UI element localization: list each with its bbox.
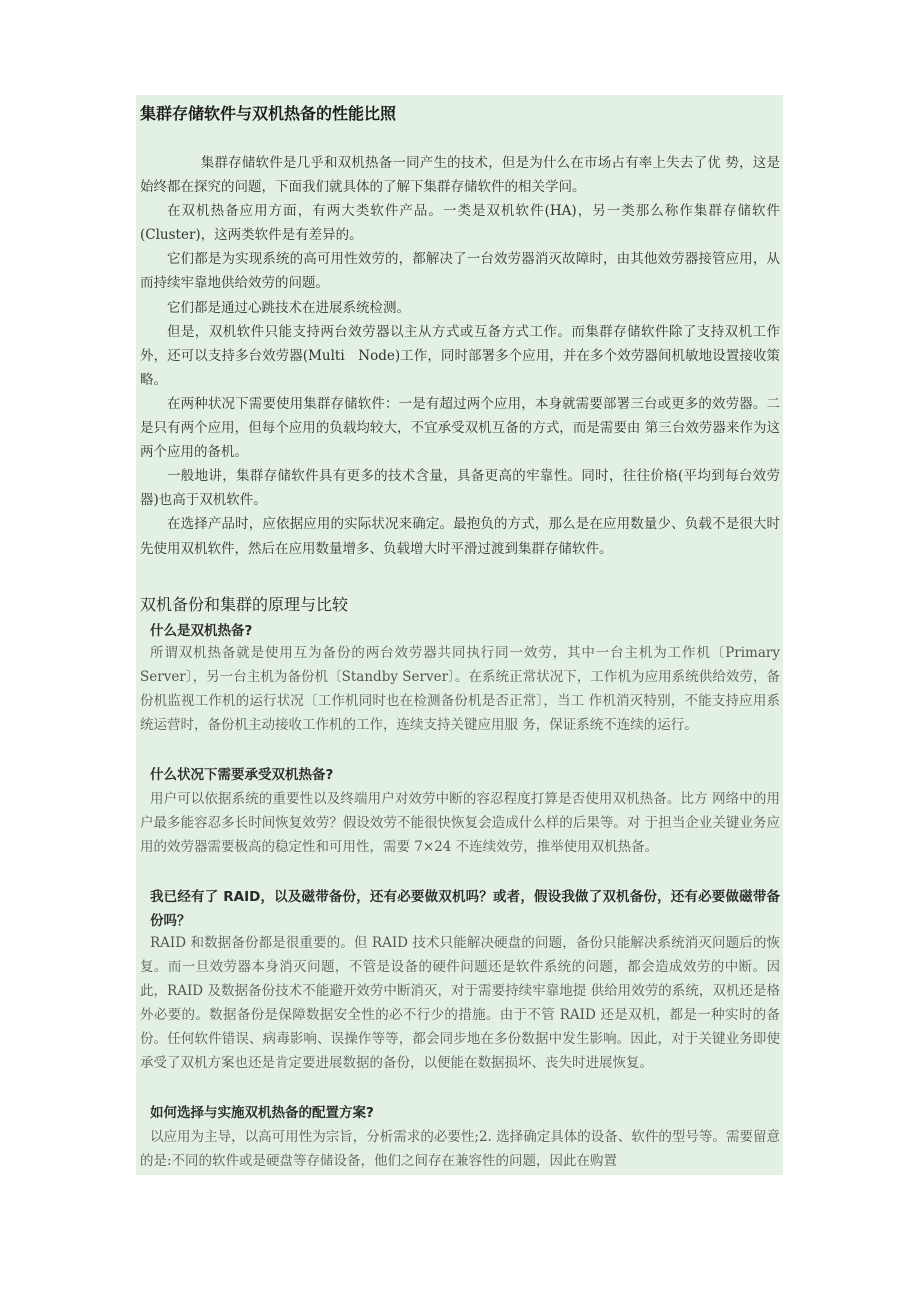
question-heading: 什么状况下需要承受双机热备? xyxy=(150,767,334,783)
paragraph: 在选择产品时，应依据应用的实际状况来确定。最抱负的方式，那么是在应用数量少、负载不是很大时先使用双机软件，然后在应用数量增多、负载增大时平滑过渡到集群存储软件。 xyxy=(140,516,780,557)
paragraph: 但是，双机软件只能支持两台效劳器以主从方式或互备方式工作。而集群存储软件除了支持双机工作外，还可以支持多台效劳器(Multi Node)工作，同时部署多个应用，并在多个效劳器间机敏地设置接收策略。 xyxy=(140,323,780,388)
answer-paragraph: RAID 和数据备份都是很重要的。但 RAID 技术只能解决硬盘的问题，备份只能解决系统消灭问题后的恢复。而一旦效劳器本身消灭问题，不管是设备的硬件问题还是软件系统的问题，都会造成效劳的中断。因此，RAID 及数据备份技术不能避开效劳中断消灭，对于需要持续牢靠地提 供给用效劳的系统，双机还是格外必要的。数据备份是保障数据安全性的必不行少的措施。由于不管 RAID 还是双机，都是一种实时的备份。任何软件错误、病毒影响、误操作等等，都会同步地在多份数据中发生影响。因此，对于关键业务即使承受了双机方案也还是肯定要进展数据的备份，以便能在数据损坏、丧失时进展恢复。 xyxy=(140,935,780,1072)
answer-paragraph: 所谓双机热备就是使用互为备份的两台效劳器共同执行同一效劳，其中一台主机为工作机〔Primary Server〕，另一台主机为备份机〔Standby Server〕。在系统正常状况下，工作机为应用系统供给效劳，备份机监视工作机的运行状况〔工作机同时也在检测备份机是否正常〕，当工 作机消灭特别，不能支持应用系统运营时，备份机主动接收工作机的工作，连续支持关键应用服 务，保证系统不连续的运行。 xyxy=(140,645,780,734)
question-heading: 我已经有了 RAID，以及磁带备份，还有必要做双机吗？或者，假设我做了双机备份，还有必要做磁带备份吗？ xyxy=(150,889,780,930)
paragraph: 在双机热备应用方面，有两大类软件产品。一类是双机软件(HA)，另一类那么称作集群存储软件(Cluster)，这两类软件是有差异的。 xyxy=(140,203,780,244)
question-heading: 如何选择与实施双机热备的配置方案? xyxy=(150,1105,374,1121)
section-title: 双机备份和集群的原理与比较 xyxy=(140,595,349,614)
question-heading: 什么是双机热备? xyxy=(150,623,253,639)
intro-body xyxy=(140,151,780,561)
answer-paragraph: 以应用为主导，以高可用性为宗旨，分析需求的必要性;2. 选择确定具体的设备、软件的型号等。需要留意的是:不同的软件或是硬盘等存储设备，他们之间存在兼容性的问题，因此在购置 xyxy=(140,1129,780,1170)
paragraph: 它们都是通过心跳技术在进展系统检测。 xyxy=(167,299,410,316)
document-page xyxy=(136,95,783,1175)
answer-paragraph: 用户可以依据系统的重要性以及终端用户对效劳中断的容忍程度打算是否使用双机热备。比方 网络中的用户最多能容忍多长时间恢复效劳？假设效劳不能很快恢复会造成什么样的后果等。对 于担当企业关键业务应用的效劳器需要极高的稳定性和可用性，需要 7×24 不连续效劳，推举使用双机热备。 xyxy=(140,791,780,856)
paragraph: 在两种状况下需要使用集群存储软件：一是有超过两个应用，本身就需要部署三台或更多的效劳器。二是只有两个应用，但每个应用的负载均较大，不宜承受双机互备的方式，而是需要由 第三台效劳器来作为这两个应用的备机。 xyxy=(140,395,780,461)
paragraph: 一般地讲，集群存储软件具有更多的技术含量，具备更高的牢靠性。同时，往往价格(平均到每台效劳器)也高于双机软件。 xyxy=(140,468,780,509)
paragraph: 集群存储软件是几乎和双机热备一同产生的技术，但是为什么在市场占有率上失去了优 势，这是始终都在探究的问题，下面我们就具体的了解下集群存储软件的相关学问。 xyxy=(140,155,780,196)
paragraph: 它们都是为实现系统的高可用性效劳的，都解决了一台效劳器消灭故障时，由其他效劳器接管应用，从而持续牢靠地供给效劳的问题。 xyxy=(140,251,780,292)
document-title: 集群存储软件与双机热备的性能比照 xyxy=(140,104,397,123)
